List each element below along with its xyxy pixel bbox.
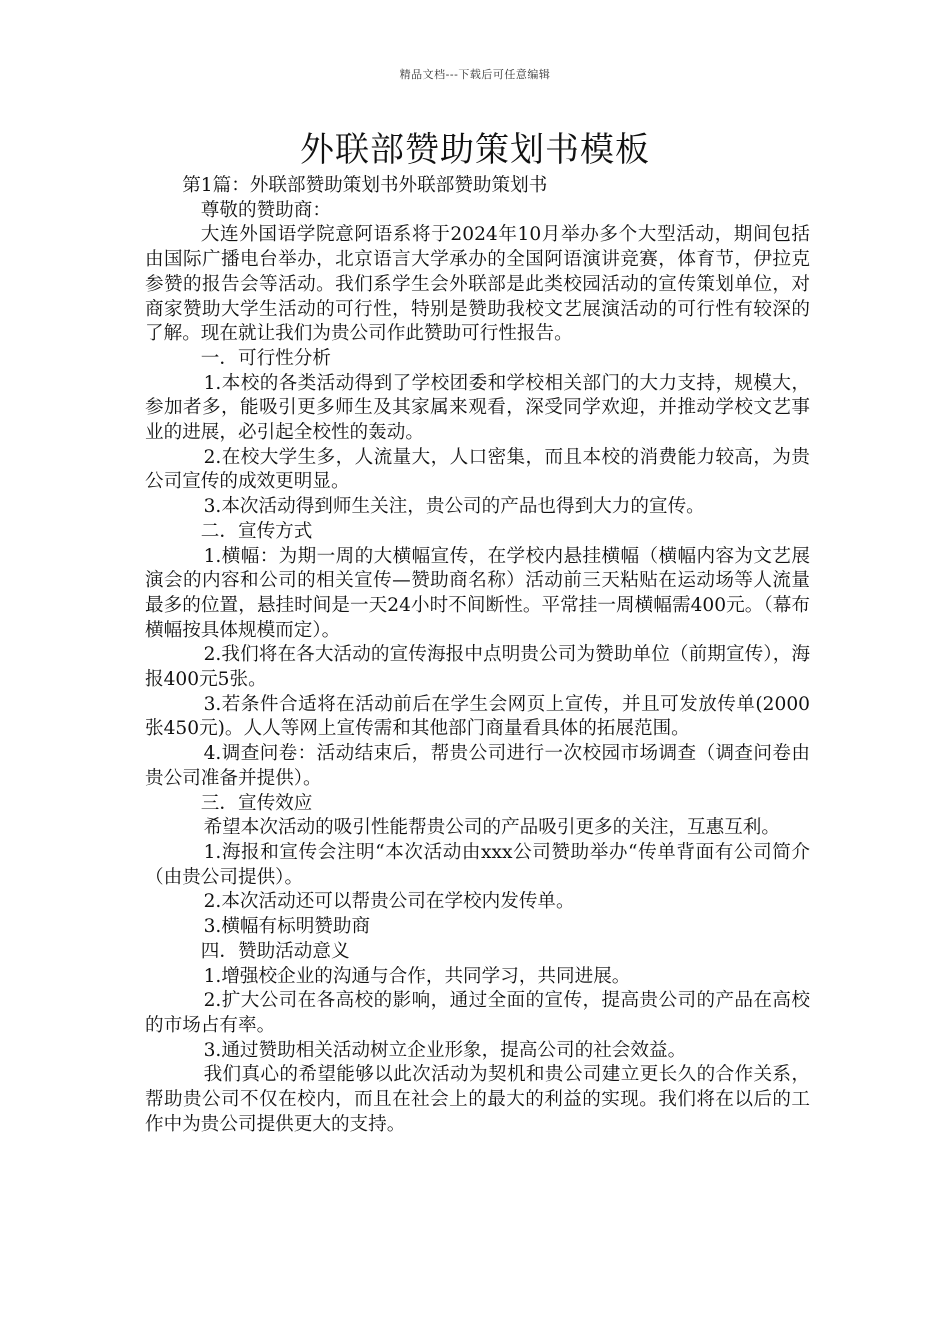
paragraph: 3.若条件合适将在活动前后在学生会网页上宣传，并且可发放传单(2000张450元)。人人等网上宣传需和其他部门商量看具体的拓展范围。 bbox=[145, 693, 810, 740]
paragraph: 1.本校的各类活动得到了学校团委和学校相关部门的大力支持，规模大，参加者多，能吸引更多师生及其家属来观看，深受同学欢迎，并推动学校文艺事业的进展，必引起全校性的轰动。 bbox=[145, 372, 810, 444]
paragraph: 希望本次活动的吸引性能帮贵公司的产品吸引更多的关注，互惠互利。 bbox=[203, 817, 780, 839]
page-header: 精品文档---下载后可任意编辑 bbox=[399, 68, 551, 81]
paragraph: 1.增强校企业的沟通与合作，共同学习，共同进展。 bbox=[203, 965, 631, 987]
paragraph: 2.我们将在各大活动的宣传海报中点明贵公司为赞助单位（前期宣传），海报400元5张。 bbox=[145, 644, 810, 691]
paragraph: 3.本次活动得到师生关注，贵公司的产品也得到大力的宣传。 bbox=[203, 496, 705, 518]
paragraph: 1.海报和宣传会注明“本次活动由xxx公司赞助举办“传单背面有公司简介（由贵公司提供）。 bbox=[145, 841, 810, 888]
chapter-heading: 第1篇：外联部赞助策划书外联部赞助策划书 bbox=[182, 175, 548, 196]
paragraph: 4.调查问卷：活动结束后，帮贵公司进行一次校园市场调查（调查问卷由贵公司准备并提供）。 bbox=[145, 743, 810, 789]
section-heading-significance: 四．赞助活动意义 bbox=[200, 940, 350, 962]
paragraph: 2.扩大公司在各高校的影响，通过全面的宣传，提高贵公司的产品在高校的市场占有率。 bbox=[145, 990, 810, 1036]
document-title: 外联部赞助策划书模板 bbox=[300, 130, 650, 170]
paragraph: 1.横幅：为期一周的大横幅宣传，在学校内悬挂横幅（横幅内容为文艺展演会的内容和公司的相关宣传—赞助商名称）活动前三天粘贴在运动场等人流量最多的位置，悬挂时间是一天24小时不间断性。平常挂一周横幅需400元。（幕布横幅按具体规模而定）。 bbox=[145, 545, 810, 641]
paragraph: 3.横幅有标明赞助商 bbox=[203, 916, 371, 938]
intro-paragraph: 大连外国语学院意阿语系将于2024年10月举办多个大型活动，期间包括由国际广播电台举办，北京语言大学承办的全国阿语演讲竞赛，体育节，伊拉克参赞的报告会等活动。我们系学生会外联部是此类校园活动的宣传策划单位，对商家赞助大学生活动的可行性，特别是赞助我校文艺展演活动的可行性有较深的了解。现在就让我们为贵公司作此赞助可行性报告。 bbox=[145, 224, 810, 345]
closing-paragraph: 我们真心的希望能够以此次活动为契机和贵公司建立更长久的合作关系，帮助贵公司不仅在校内，而且在社会上的最大的利益的实现。我们将在以后的工作中为贵公司提供更大的支持。 bbox=[145, 1064, 810, 1135]
section-heading-effect: 三．宣传效应 bbox=[200, 792, 313, 814]
paragraph: 2.在校大学生多，人流量大，人口密集，而且本校的消费能力较高，为贵公司宣传的成效更明显。 bbox=[145, 446, 810, 493]
document-body bbox=[145, 174, 810, 1137]
section-heading-feasibility: 一．可行性分析 bbox=[200, 347, 331, 369]
paragraph: 3.通过赞助相关活动树立企业形象，提高公司的社会效益。 bbox=[203, 1039, 687, 1061]
section-heading-publicity: 二．宣传方式 bbox=[200, 520, 313, 542]
paragraph: 2.本次活动还可以帮贵公司在学校内发传单。 bbox=[203, 891, 575, 913]
salutation: 尊敬的赞助商： bbox=[200, 199, 331, 221]
